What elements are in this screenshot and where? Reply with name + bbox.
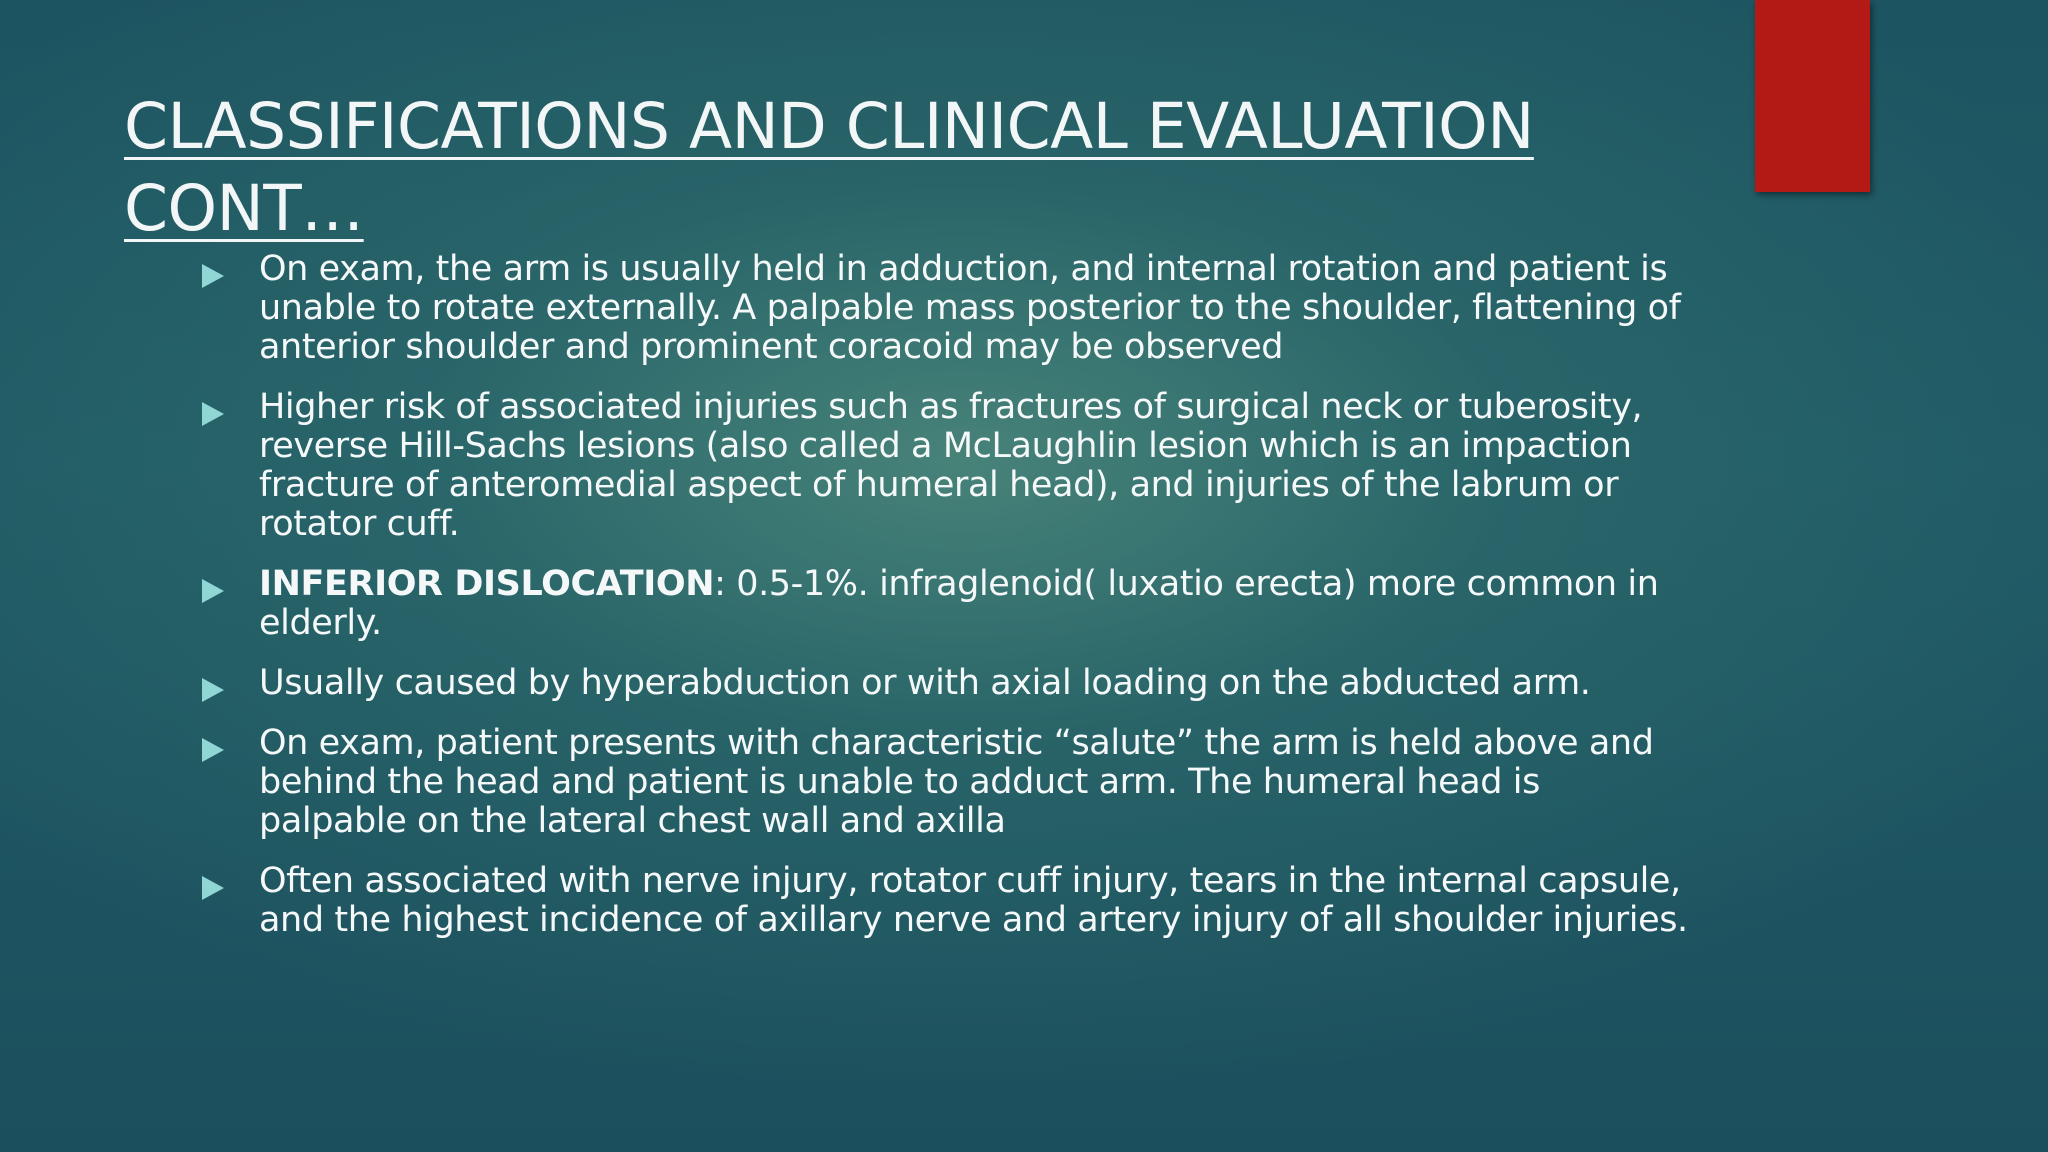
bullet-text: Often associated with nerve injury, rotator cuff injury, tears in the internal capsule, and the highest incidence of axillary nerve and artery injury of all shoulder injuries. bbox=[259, 861, 1688, 940]
bullet-list bbox=[202, 250, 1692, 961]
triangle-right-icon bbox=[202, 738, 224, 762]
triangle-right-icon bbox=[202, 579, 224, 603]
bullet-bold-lead: INFERIOR DISLOCATION bbox=[259, 564, 715, 604]
triangle-right-icon bbox=[202, 264, 224, 288]
bullet-item bbox=[202, 250, 1692, 367]
bullet-text: On exam, patient presents with characteristic “salute” the arm is held above and behind the head and patient is unable to adduct arm. The humeral head is palpable on the lateral chest wall and axilla bbox=[259, 723, 1654, 841]
bullet-item bbox=[202, 565, 1692, 643]
triangle-right-icon bbox=[202, 402, 224, 426]
triangle-right-icon bbox=[202, 678, 224, 702]
bullet-item bbox=[202, 664, 1692, 703]
triangle-right-icon bbox=[202, 876, 224, 900]
bullet-text: Usually caused by hyperabduction or with axial loading on the abducted arm. bbox=[259, 663, 1591, 703]
slide-title: CLASSIFICATIONS AND CLINICAL EVALUATION CONT… bbox=[124, 90, 1534, 245]
bullet-text: : 0.5-1%. infraglenoid( luxatio erecta) more common in elderly. bbox=[259, 564, 1659, 643]
bullet-text: Higher risk of associated injuries such as fractures of surgical neck or tuberosity, reverse Hill-Sachs lesions (also called a McLaughlin lesion which is an impaction fracture of anteromedial aspect of humeral head), and injuries of the labrum or rotator cuff. bbox=[259, 387, 1643, 544]
bullet-item bbox=[202, 388, 1692, 544]
accent-bar bbox=[1755, 0, 1870, 192]
bullet-item bbox=[202, 724, 1692, 841]
bullet-text: On exam, the arm is usually held in adduction, and internal rotation and patient is unable to rotate externally. A palpable mass posterior to the shoulder, flattening of anterior shoulder and prominent coracoid may be observed bbox=[259, 249, 1681, 367]
bullet-item bbox=[202, 862, 1692, 940]
